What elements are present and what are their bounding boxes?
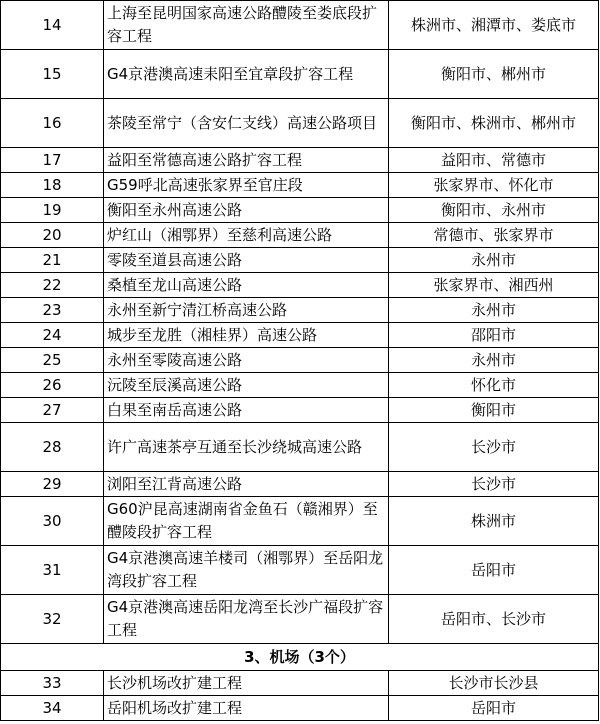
section-row bbox=[1, 644, 599, 671]
table-row bbox=[1, 348, 599, 373]
highway-rows bbox=[1, 1, 599, 644]
row-number: 19 bbox=[1, 198, 104, 223]
table-row bbox=[1, 298, 599, 323]
row-number: 17 bbox=[1, 148, 104, 173]
table-row bbox=[1, 50, 599, 99]
table-row bbox=[1, 173, 599, 198]
table-row bbox=[1, 373, 599, 398]
table-row bbox=[1, 223, 599, 248]
project-name: 益阳至常德高速公路扩容工程 bbox=[104, 148, 389, 173]
project-name: 上海至昆明国家高速公路醴陵至娄底段扩容工程 bbox=[104, 1, 389, 50]
project-name: 白果至南岳高速公路 bbox=[104, 398, 389, 423]
project-location: 益阳市、常德市 bbox=[389, 148, 599, 173]
row-number: 14 bbox=[1, 1, 104, 50]
project-name: 茶陵至常宁（含安仁支线）高速公路项目 bbox=[104, 99, 389, 148]
table-row bbox=[1, 273, 599, 298]
row-number: 34 bbox=[1, 696, 104, 721]
project-location: 岳阳市 bbox=[389, 546, 599, 595]
project-name: G4京港澳高速岳阳龙湾至长沙广福段扩容工程 bbox=[104, 595, 389, 644]
table-row bbox=[1, 423, 599, 472]
row-number: 33 bbox=[1, 671, 104, 696]
project-name: 许广高速茶亭互通至长沙绕城高速公路 bbox=[104, 423, 389, 472]
project-name: 沅陵至辰溪高速公路 bbox=[104, 373, 389, 398]
project-location: 长沙市 bbox=[389, 423, 599, 472]
table-row bbox=[1, 696, 599, 721]
table-row bbox=[1, 472, 599, 497]
table-row bbox=[1, 546, 599, 595]
table-row bbox=[1, 99, 599, 148]
table-row bbox=[1, 497, 599, 546]
project-name: 岳阳机场改扩建工程 bbox=[104, 696, 389, 721]
row-number: 27 bbox=[1, 398, 104, 423]
row-number: 21 bbox=[1, 248, 104, 273]
project-name: G4京港澳高速羊楼司（湘鄂界）至岳阳龙湾段扩容工程 bbox=[104, 546, 389, 595]
project-name: 永州至新宁清江桥高速公路 bbox=[104, 298, 389, 323]
row-number: 26 bbox=[1, 373, 104, 398]
project-name: 炉红山（湘鄂界）至慈利高速公路 bbox=[104, 223, 389, 248]
project-name: 桑植至龙山高速公路 bbox=[104, 273, 389, 298]
project-name: 城步至龙胜（湘桂界）高速公路 bbox=[104, 323, 389, 348]
project-location: 常德市、张家界市 bbox=[389, 223, 599, 248]
row-number: 15 bbox=[1, 50, 104, 99]
project-location: 永州市 bbox=[389, 298, 599, 323]
airport-rows bbox=[1, 671, 599, 721]
project-location: 衡阳市、郴州市 bbox=[389, 50, 599, 99]
row-number: 23 bbox=[1, 298, 104, 323]
project-location: 邵阳市 bbox=[389, 323, 599, 348]
project-location: 长沙市 bbox=[389, 472, 599, 497]
project-name: G4京港澳高速耒阳至宜章段扩容工程 bbox=[104, 50, 389, 99]
table-row bbox=[1, 1, 599, 50]
table-row bbox=[1, 595, 599, 644]
row-number: 22 bbox=[1, 273, 104, 298]
project-location: 张家界市、怀化市 bbox=[389, 173, 599, 198]
project-name: G60沪昆高速湖南省金鱼石（赣湘界）至醴陵段扩容工程 bbox=[104, 497, 389, 546]
row-number: 28 bbox=[1, 423, 104, 472]
row-number: 24 bbox=[1, 323, 104, 348]
row-number: 29 bbox=[1, 472, 104, 497]
project-location: 衡阳市 bbox=[389, 398, 599, 423]
project-location: 衡阳市、株洲市、郴州市 bbox=[389, 99, 599, 148]
section-title: 3、机场（3个） bbox=[1, 644, 599, 671]
row-number: 25 bbox=[1, 348, 104, 373]
row-number: 20 bbox=[1, 223, 104, 248]
table-row bbox=[1, 323, 599, 348]
project-name: 衡阳至永州高速公路 bbox=[104, 198, 389, 223]
row-number: 16 bbox=[1, 99, 104, 148]
project-name: 长沙机场改扩建工程 bbox=[104, 671, 389, 696]
table-row bbox=[1, 671, 599, 696]
row-number: 30 bbox=[1, 497, 104, 546]
project-name: 浏阳至江背高速公路 bbox=[104, 472, 389, 497]
project-location: 永州市 bbox=[389, 248, 599, 273]
project-location: 株洲市、湘潭市、娄底市 bbox=[389, 1, 599, 50]
row-number: 31 bbox=[1, 546, 104, 595]
project-location: 衡阳市、永州市 bbox=[389, 198, 599, 223]
row-number: 32 bbox=[1, 595, 104, 644]
project-name: 永州至零陵高速公路 bbox=[104, 348, 389, 373]
project-location: 永州市 bbox=[389, 348, 599, 373]
project-location: 长沙市长沙县 bbox=[389, 671, 599, 696]
project-location: 张家界市、湘西州 bbox=[389, 273, 599, 298]
project-location: 株洲市 bbox=[389, 497, 599, 546]
table-row bbox=[1, 198, 599, 223]
project-location: 怀化市 bbox=[389, 373, 599, 398]
project-name: G59呼北高速张家界至官庄段 bbox=[104, 173, 389, 198]
project-location: 岳阳市、长沙市 bbox=[389, 595, 599, 644]
row-number: 18 bbox=[1, 173, 104, 198]
table-row bbox=[1, 148, 599, 173]
project-location: 岳阳市 bbox=[389, 696, 599, 721]
project-name: 零陵至道县高速公路 bbox=[104, 248, 389, 273]
table-row bbox=[1, 248, 599, 273]
table-row bbox=[1, 398, 599, 423]
